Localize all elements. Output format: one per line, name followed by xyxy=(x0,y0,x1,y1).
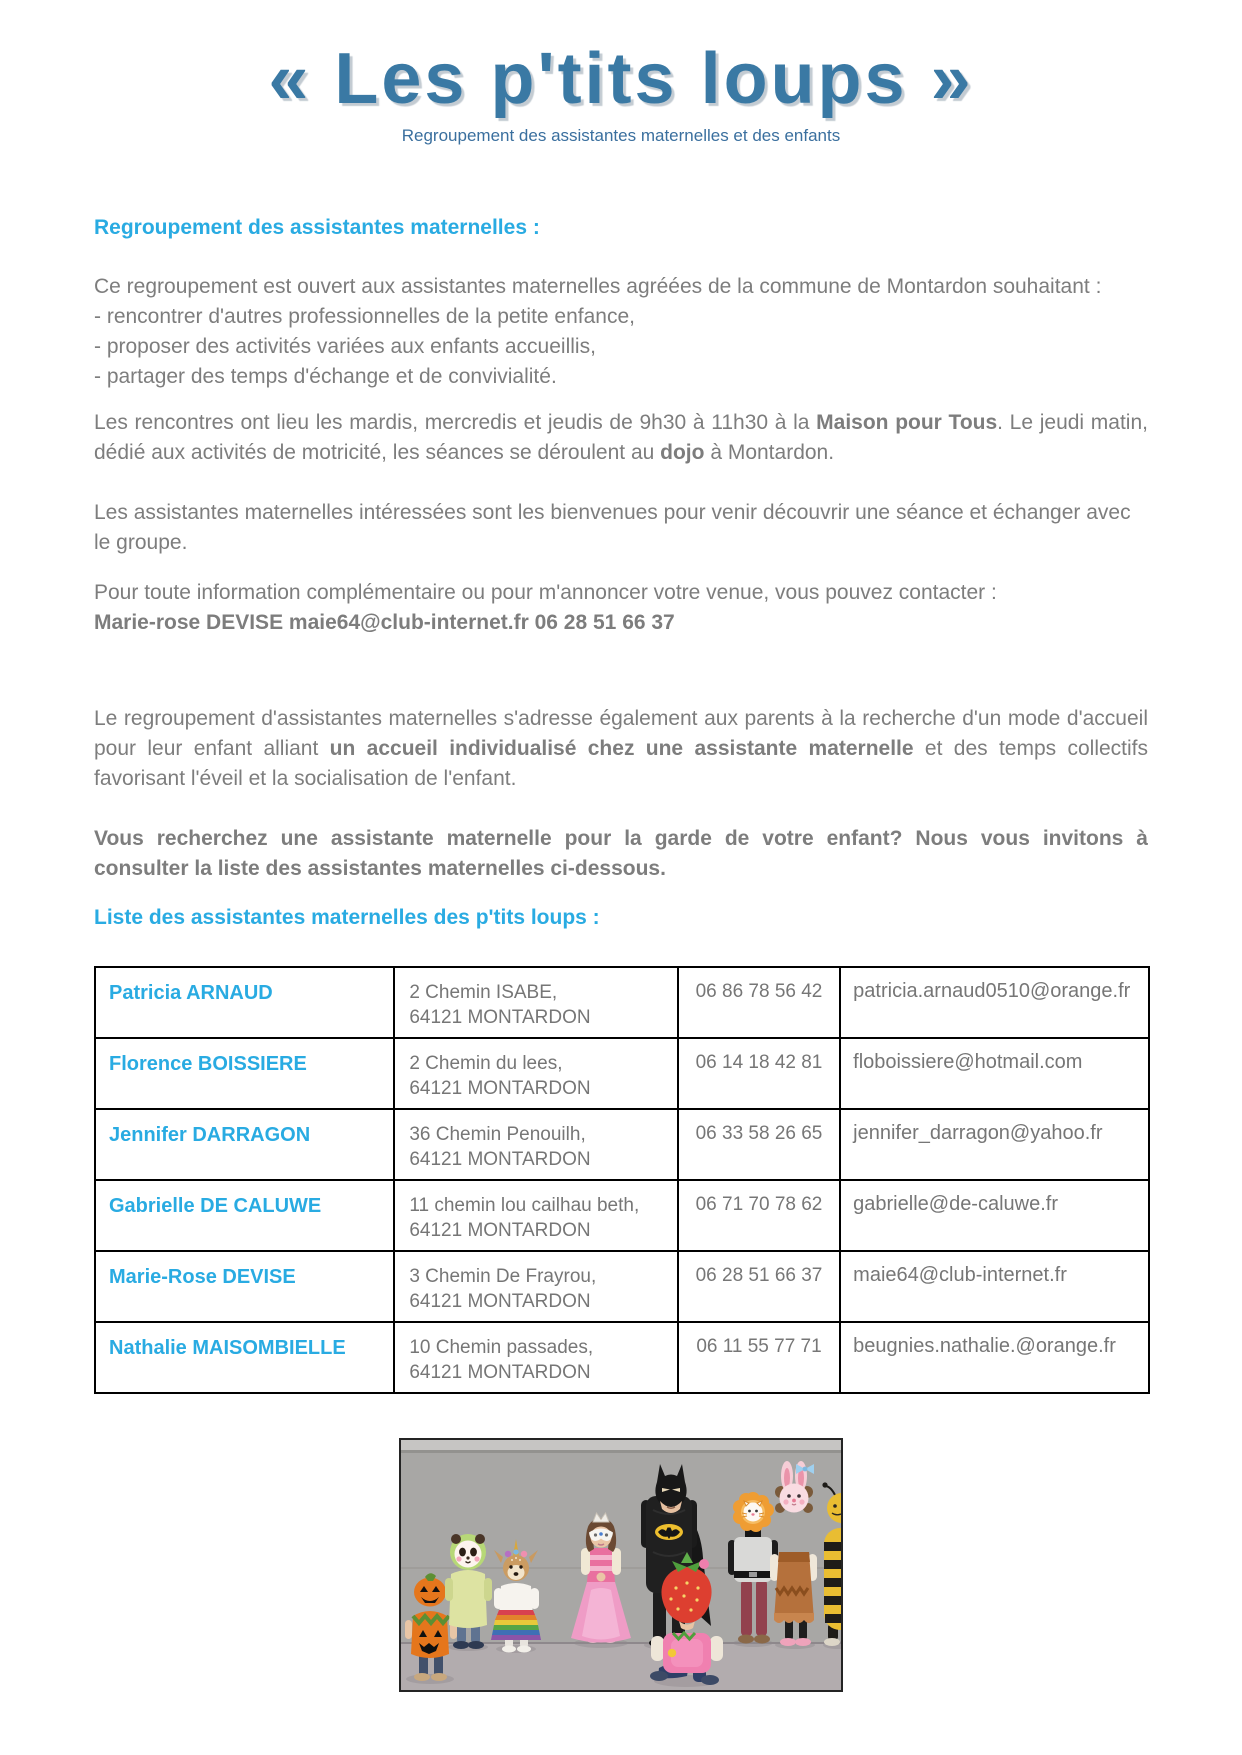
header xyxy=(94,0,1148,146)
cell-email: maie64@club-internet.fr xyxy=(840,1251,1149,1322)
table-row xyxy=(95,1180,1149,1251)
address-line1: 2 Chemin ISABE, xyxy=(409,982,558,1003)
address-line2: 64121 MONTARDON xyxy=(409,1078,591,1099)
intro-bullet-2: - proposer des activités variées aux enfants accueillis, xyxy=(94,335,596,358)
cell-address xyxy=(394,1251,678,1322)
cell-name: Nathalie MAISOMBIELLE xyxy=(95,1322,394,1393)
logo-subtitle: Regroupement des assistantes maternelles et des enfants xyxy=(401,126,841,145)
table-row xyxy=(95,1322,1149,1393)
section-heading-liste: Liste des assistantes maternelles des p'tits loups : xyxy=(94,906,600,929)
address-line2: 64121 MONTARDON xyxy=(409,1362,591,1383)
meetings-bold-maison: Maison pour Tous xyxy=(816,411,998,434)
contact-line1: Pour toute information complémentaire ou pour m'annoncer votre venue, vous pouvez contacter : xyxy=(94,581,997,604)
parents-text-2: et des temps collectifs favorisant l'éveil et la socialisation de l'enfant. xyxy=(94,737,1149,790)
address-line1: 3 Chemin De Frayrou, xyxy=(409,1266,597,1287)
cell-phone: 06 71 70 78 62 xyxy=(678,1180,840,1251)
paragraph-contact xyxy=(94,578,1148,638)
meetings-text-3: à Montardon. xyxy=(704,441,835,464)
address-line2: 64121 MONTARDON xyxy=(409,1149,591,1170)
parents-text: Le regroupement d'assistantes maternelles s'adresse également aux parents à la recherche d'un mode d'accueil pour leur enfant alliant xyxy=(94,707,1148,760)
meetings-bold-dojo: dojo xyxy=(660,441,705,464)
paragraph-welcome: Les assistantes maternelles intéressées sont les bienvenues pour venir découvrir une séance et échanger avec le groupe. xyxy=(94,501,1131,554)
cell-name: Gabrielle DE CALUWE xyxy=(95,1180,394,1251)
intro-bullet-3: - partager des temps d'échange et de convivialité. xyxy=(94,365,557,388)
parents-bold-accueil: un accueil individualisé chez une assistante maternelle xyxy=(329,737,914,760)
table-row xyxy=(95,1251,1149,1322)
address-line1: 2 Chemin du lees, xyxy=(409,1053,563,1074)
cell-name: Marie-Rose DEVISE xyxy=(95,1251,394,1322)
cell-email: beugnies.nathalie.@orange.fr xyxy=(840,1322,1149,1393)
paragraph-intro xyxy=(94,272,1148,392)
address-line2: 64121 MONTARDON xyxy=(409,1291,591,1312)
contact-line2: Marie-rose DEVISE maie64@club-internet.fr 06 28 51 66 37 xyxy=(94,611,675,634)
address-line1: 11 chemin lou cailhau beth, xyxy=(409,1195,640,1216)
intro-bullet-1: - rencontrer d'autres professionnelles de la petite enfance, xyxy=(94,305,635,328)
unicorn-deer-costume-child xyxy=(491,1539,541,1653)
cell-email: gabrielle@de-caluwe.fr xyxy=(840,1180,1149,1251)
paragraph-meetings xyxy=(94,408,1148,468)
address-line1: 36 Chemin Penouilh, xyxy=(409,1124,586,1145)
assistantes-table xyxy=(94,966,1150,1394)
children-costume-photo-graphic xyxy=(401,1440,841,1690)
cell-phone: 06 14 18 42 81 xyxy=(678,1038,840,1109)
address-line1: 10 Chemin passades, xyxy=(409,1337,594,1358)
cell-address xyxy=(394,1038,678,1109)
table-row xyxy=(95,1038,1149,1109)
address-line2: 64121 MONTARDON xyxy=(409,1007,591,1028)
intro-lead: Ce regroupement est ouvert aux assistantes maternelles agréées de la commune de Montardon souhaitant : xyxy=(94,275,1102,298)
cell-address xyxy=(394,1180,678,1251)
cell-address xyxy=(394,967,678,1038)
cell-phone: 06 11 55 77 71 xyxy=(678,1322,840,1393)
cell-email: patricia.arnaud0510@orange.fr xyxy=(840,967,1149,1038)
cell-name: Patricia ARNAUD xyxy=(95,967,394,1038)
cell-name: Florence BOISSIERE xyxy=(95,1038,394,1109)
meetings-text-2: . Le jeudi matin, dédié aux activités de motricité, les séances se déroulent au xyxy=(94,411,1148,464)
meetings-text: Les rencontres ont lieu les mardis, mercredis et jeudis de 9h30 à 11h30 à la xyxy=(94,411,817,434)
children-costume-photo xyxy=(399,1438,843,1692)
paragraph-cta: Vous recherchez une assistante maternelle pour la garde de votre enfant? Nous vous invitons à consulter la liste des assistantes maternelles ci-dessous. xyxy=(94,827,1148,880)
table-row xyxy=(95,967,1149,1038)
cell-phone: 06 33 58 26 65 xyxy=(678,1109,840,1180)
cell-email: floboissiere@hotmail.com xyxy=(840,1038,1149,1109)
cell-address xyxy=(394,1109,678,1180)
table-row xyxy=(95,1109,1149,1180)
cell-phone: 06 28 51 66 37 xyxy=(678,1251,840,1322)
cell-email: jennifer_darragon@yahoo.fr xyxy=(840,1109,1149,1180)
cell-name: Jennifer DARRAGON xyxy=(95,1109,394,1180)
logo-title: « Les p'tits loups » xyxy=(268,39,974,119)
cell-address xyxy=(394,1322,678,1393)
section-heading-regroupement: Regroupement des assistantes maternelles : xyxy=(94,216,540,239)
address-line2: 64121 MONTARDON xyxy=(409,1220,591,1241)
paragraph-parents xyxy=(94,704,1148,794)
cell-phone: 06 86 78 56 42 xyxy=(678,967,840,1038)
